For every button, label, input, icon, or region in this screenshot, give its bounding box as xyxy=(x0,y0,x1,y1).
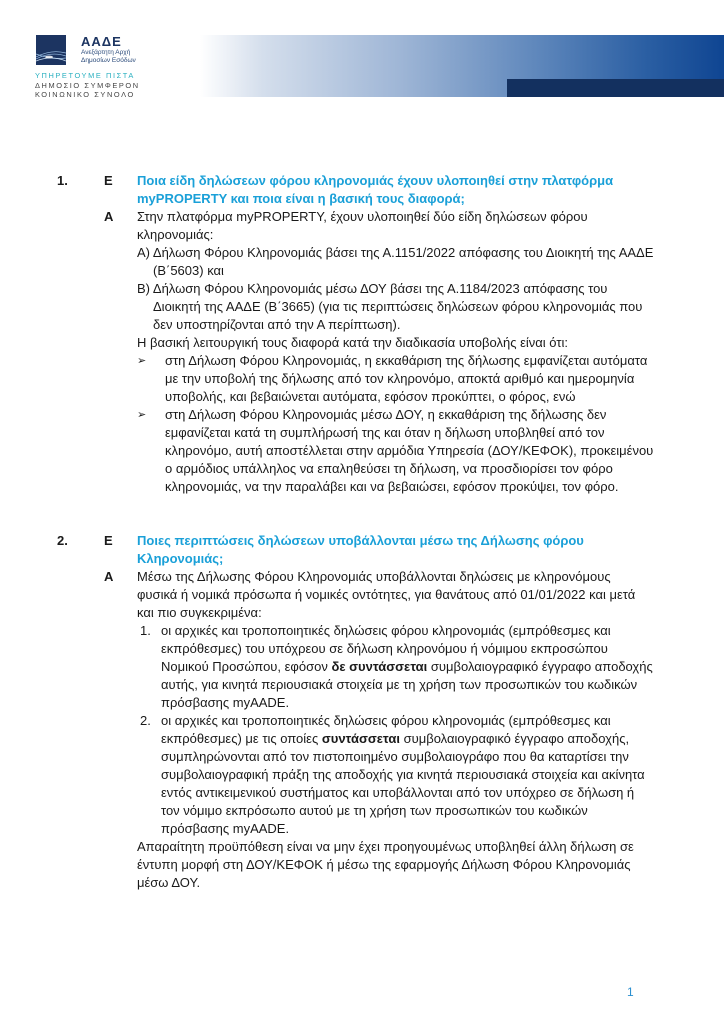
answer-body xyxy=(137,208,654,496)
faq-item-1 xyxy=(0,172,724,496)
aade-logo-icon xyxy=(36,35,66,65)
item-number: 1. xyxy=(57,173,68,188)
slogan-line-2: ΔΗΜΟΣΙΟ ΣΥΜΦΕΡΟΝ xyxy=(35,80,140,90)
numbered-item-emphasis: δε συντάσσεται xyxy=(331,659,428,674)
answer-closing: Απαραίτητη προϋπόθεση είναι να μην έχει προηγουμένως υποβληθεί άλλη δήλωση σε έντυπη μορφή στη ΔΟΥ/ΚΕΦΟΚ ή μέσω της εφαρμογής Δήλωση Φόρου Κληρονομιάς μέσω ΔΟΥ. xyxy=(137,839,634,890)
logo-subtitle xyxy=(81,49,136,65)
slogan-line-3: ΚΟΙΝΩΝΙΚΟ ΣΥΝΟΛΟ xyxy=(35,90,135,99)
question-tag: Ε xyxy=(104,533,113,548)
logo-subtitle-line-2: Δημοσίων Εσόδων xyxy=(81,57,136,64)
slogan xyxy=(35,71,140,100)
difference-intro: Η βασική λειτουργική τους διαφορά κατά την διαδικασία υποβολής είναι ότι: xyxy=(137,335,568,350)
bullet-text: στη Δήλωση Φόρου Κληρονομιάς μέσω ΔΟΥ, η εκκαθάριση της δήλωσης δεν εμφανίζεται κατά τη συμπλήρωσή της και όταν η δήλωση υποβληθεί από τον κληρονόμο, αυτή αποστέλλεται στην αρμόδια Υπηρεσία (ΔΟΥ/ΚΕΦΟΚ), προκειμένου ο αρμόδιος υπάλληλος να επαληθεύσει τη δήλωση, να προσδιορίσει τον φόρο κληρονομιάς, να την παραλάβει και να βεβαιώσει, εφόσον προκύψει, τον φόρο. xyxy=(165,407,654,494)
header-dark-block xyxy=(507,79,724,97)
numbered-item-emphasis: συντάσσεται xyxy=(321,731,400,746)
arrow-bullet-icon: ➢ xyxy=(137,409,147,421)
question-text: Ποια είδη δηλώσεων φόρου κληρονομιάς έχουν υλοποιηθεί στην πλατφόρμα myPROPERTY και ποια είναι η βασική τους διαφορά; xyxy=(137,173,614,206)
numbered-item-text-pre: οι αρχικές και τροποποιητικές δηλώσεις φόρου κληρονομιάς (εμπρόθεσμες και εκπρόθεσμες) με τις οποίες xyxy=(161,713,611,746)
faq-content xyxy=(0,172,724,892)
bullet-item xyxy=(137,406,654,496)
answer-intro: Μέσω της Δήλωσης Φόρου Κληρονομιάς υποβάλλονται δηλώσεις με κληρονόμους φυσικά ή νομικά πρόσωπα ή νομικές οντότητες, για θανάτους από 01/01/2022 και μετά και πιο συγκεκριμένα: xyxy=(137,569,636,620)
numbered-item xyxy=(137,712,654,838)
answer-tag: Α xyxy=(104,209,114,224)
page-header xyxy=(0,0,724,110)
answer-tag: Α xyxy=(104,569,114,584)
numbered-item-index: 1. xyxy=(140,623,151,638)
question-tag: Ε xyxy=(104,173,113,188)
page-number: 1 xyxy=(627,985,634,999)
answer-intro: Στην πλατφόρμα myPROPERTY, έχουν υλοποιηθεί δύο είδη δηλώσεων φόρου κληρονομιάς: xyxy=(137,209,588,242)
numbered-item-text-post: συμβολαιογραφικό έγγραφο αποδοχής αυτής, για κινητά περιουσιακά στοιχεία με τη χρήση των προσωπικών του κωδικών πρόσβασης myAADE. xyxy=(161,659,653,710)
numbered-item xyxy=(137,622,654,712)
logo-subtitle-line-1: Ανεξάρτητη Αρχή xyxy=(81,49,131,56)
question-text: Ποιες περιπτώσεις δηλώσεων υποβάλλονται μέσω της Δήλωσης φόρου Κληρονομιάς; xyxy=(137,533,584,566)
logo-name: ΑΑΔΕ xyxy=(81,34,122,49)
bullet-item xyxy=(137,352,654,406)
arrow-bullet-icon: ➢ xyxy=(137,355,147,367)
item-number: 2. xyxy=(57,533,68,548)
bullet-text: στη Δήλωση Φόρου Κληρονομιάς, η εκκαθάριση της δήλωσης εμφανίζεται αυτόματα με την υποβολή της δήλωσης από τον κληρονόμο, αποκτά αριθμό και ημερομηνία υποβολής, και βεβαιώνεται αυτόματα, εφόσον προκύπτει, ο φόρος, ενώ xyxy=(165,353,648,404)
answer-body xyxy=(137,568,654,892)
slogan-line-1: ΥΠΗΡΕΤΟΥΜΕ ΠΙΣΤΑ xyxy=(35,71,135,80)
faq-item-2 xyxy=(0,532,724,892)
answer-case-a: Α) Δήλωση Φόρου Κληρονομιάς βάσει της Α.1151/2022 απόφασης του Διοικητή της ΑΑΔΕ (Β΄5603) και xyxy=(137,245,654,278)
numbered-item-text-post: συμβολαιογραφικό έγγραφο αποδοχής, συμπληρώνονται από τον πιστοποιημένο συμβολαιογράφο που θα καταρτίσει την συμβολαιογραφική πράξη της αποδοχής για κινητά περιουσιακά στοιχεία και ακίνητα εντός αντικειμενικού συστήματος και υποβάλλονται από τον υπόχρεο σε δήλωση ή τον νόμιμο εκπρόσωπο αυτού με τη χρήση των προσωπικών του κωδικών πρόσβασης myAADE. xyxy=(161,731,645,836)
answer-case-b: Β) Δήλωση Φόρου Κληρονομιάς μέσω ΔΟΥ βάσει της Α.1184/2023 απόφασης του Διοικητή της ΑΑΔΕ (Β΄3665) (για τις περιπτώσεις δηλώσεων φόρου κληρονομιάς που δεν υποστηρίζονται από την Α περίπτωση). xyxy=(137,281,643,332)
numbered-item-text-pre: οι αρχικές και τροποποιητικές δηλώσεις φόρου κληρονομιάς (εμπρόθεσμες και εκπρόθεσμες) του υπόχρεου σε δήλωση κληρονόμου ή νόμιμου εκπροσώπου Νομικού Προσώπου, εφόσον xyxy=(161,623,611,674)
numbered-item-index: 2. xyxy=(140,713,151,728)
